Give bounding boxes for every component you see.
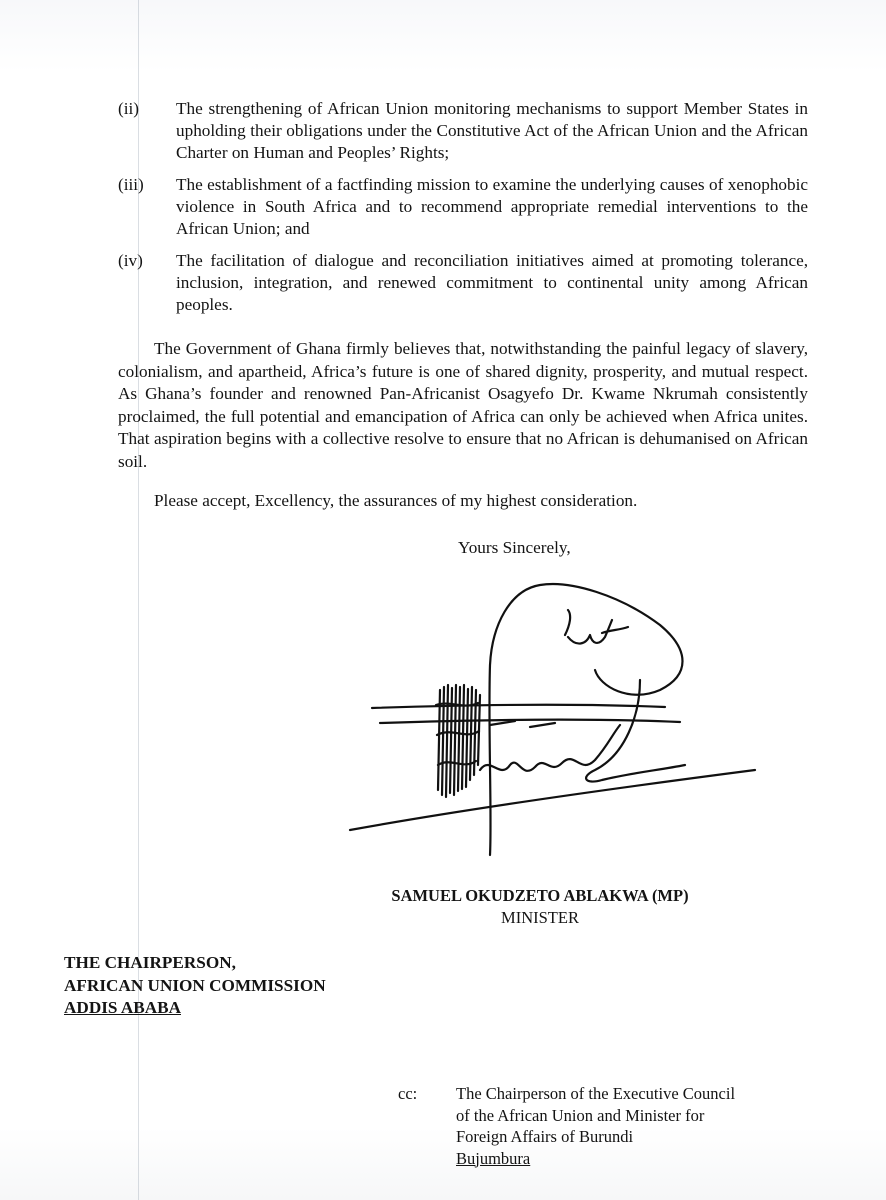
list-item	[118, 174, 808, 240]
list-item	[118, 250, 808, 316]
cc-city: Bujumbura	[456, 1148, 531, 1168]
handwritten-signature	[340, 575, 760, 870]
addressee-line: AFRICAN UNION COMMISSION	[64, 975, 326, 995]
list-item-text: The establishment of a factfinding mission to examine the underlying causes of xenophobic violence in South Africa and to recommend appropriate remedial interventions to the African Union; and	[176, 175, 808, 238]
list-item-text: The facilitation of dialogue and reconciliation initiatives aimed at promoting tolerance, inclusion, integration, and renewed commitment to continental unity among African peoples.	[176, 251, 808, 314]
list-item	[118, 98, 808, 164]
signer-block	[350, 885, 730, 929]
recommendations-list	[118, 98, 808, 326]
addressee-city: ADDIS ABABA	[64, 998, 181, 1017]
cc-line: of the African Union and Minister for	[456, 1105, 705, 1125]
list-item-number: (ii)	[118, 99, 139, 118]
list-item-number: (iii)	[118, 175, 144, 194]
list-item-text: The strengthening of African Union monitoring mechanisms to support Member States in upholding their obligations under the Constitutive Act of the African Union and the African Charter on Human and Peoples’ Rights;	[176, 99, 808, 162]
cc-line: The Chairperson of the Executive Council	[456, 1084, 736, 1103]
cc-recipient	[456, 1083, 735, 1169]
cc-label: cc:	[398, 1084, 418, 1103]
addressee-line: THE CHAIRPERSON,	[64, 953, 236, 972]
belief-paragraph-text: The Government of Ghana firmly believes that, notwithstanding the painful legacy of slavery, colonialism, and apartheid, Africa’s future is one of shared dignity, prosperity, and mutual respect. As Ghana’s founder and renowned Pan-Africanist Osagyefo Dr. Kwame Nkrumah consistently proclaimed, the full potential and emancipation of Africa can only be achieved when Africa unites. That aspiration begins with a collective resolve to ensure that no African is dehumanised on African soil.	[118, 339, 808, 471]
signer-title: MINISTER	[501, 908, 579, 927]
courtesy-paragraph	[118, 490, 808, 513]
cc-block	[398, 1083, 735, 1169]
cc-line: Foreign Affairs of Burundi	[456, 1127, 634, 1146]
addressee-block	[64, 952, 326, 1020]
belief-paragraph	[118, 338, 808, 473]
list-item-number: (iv)	[118, 251, 143, 270]
complimentary-close: Yours Sincerely,	[458, 538, 571, 557]
signer-name: SAMUEL OKUDZETO ABLAKWA (MP)	[391, 886, 689, 905]
courtesy-paragraph-text: Please accept, Excellency, the assurances of my highest consideration.	[154, 491, 638, 510]
